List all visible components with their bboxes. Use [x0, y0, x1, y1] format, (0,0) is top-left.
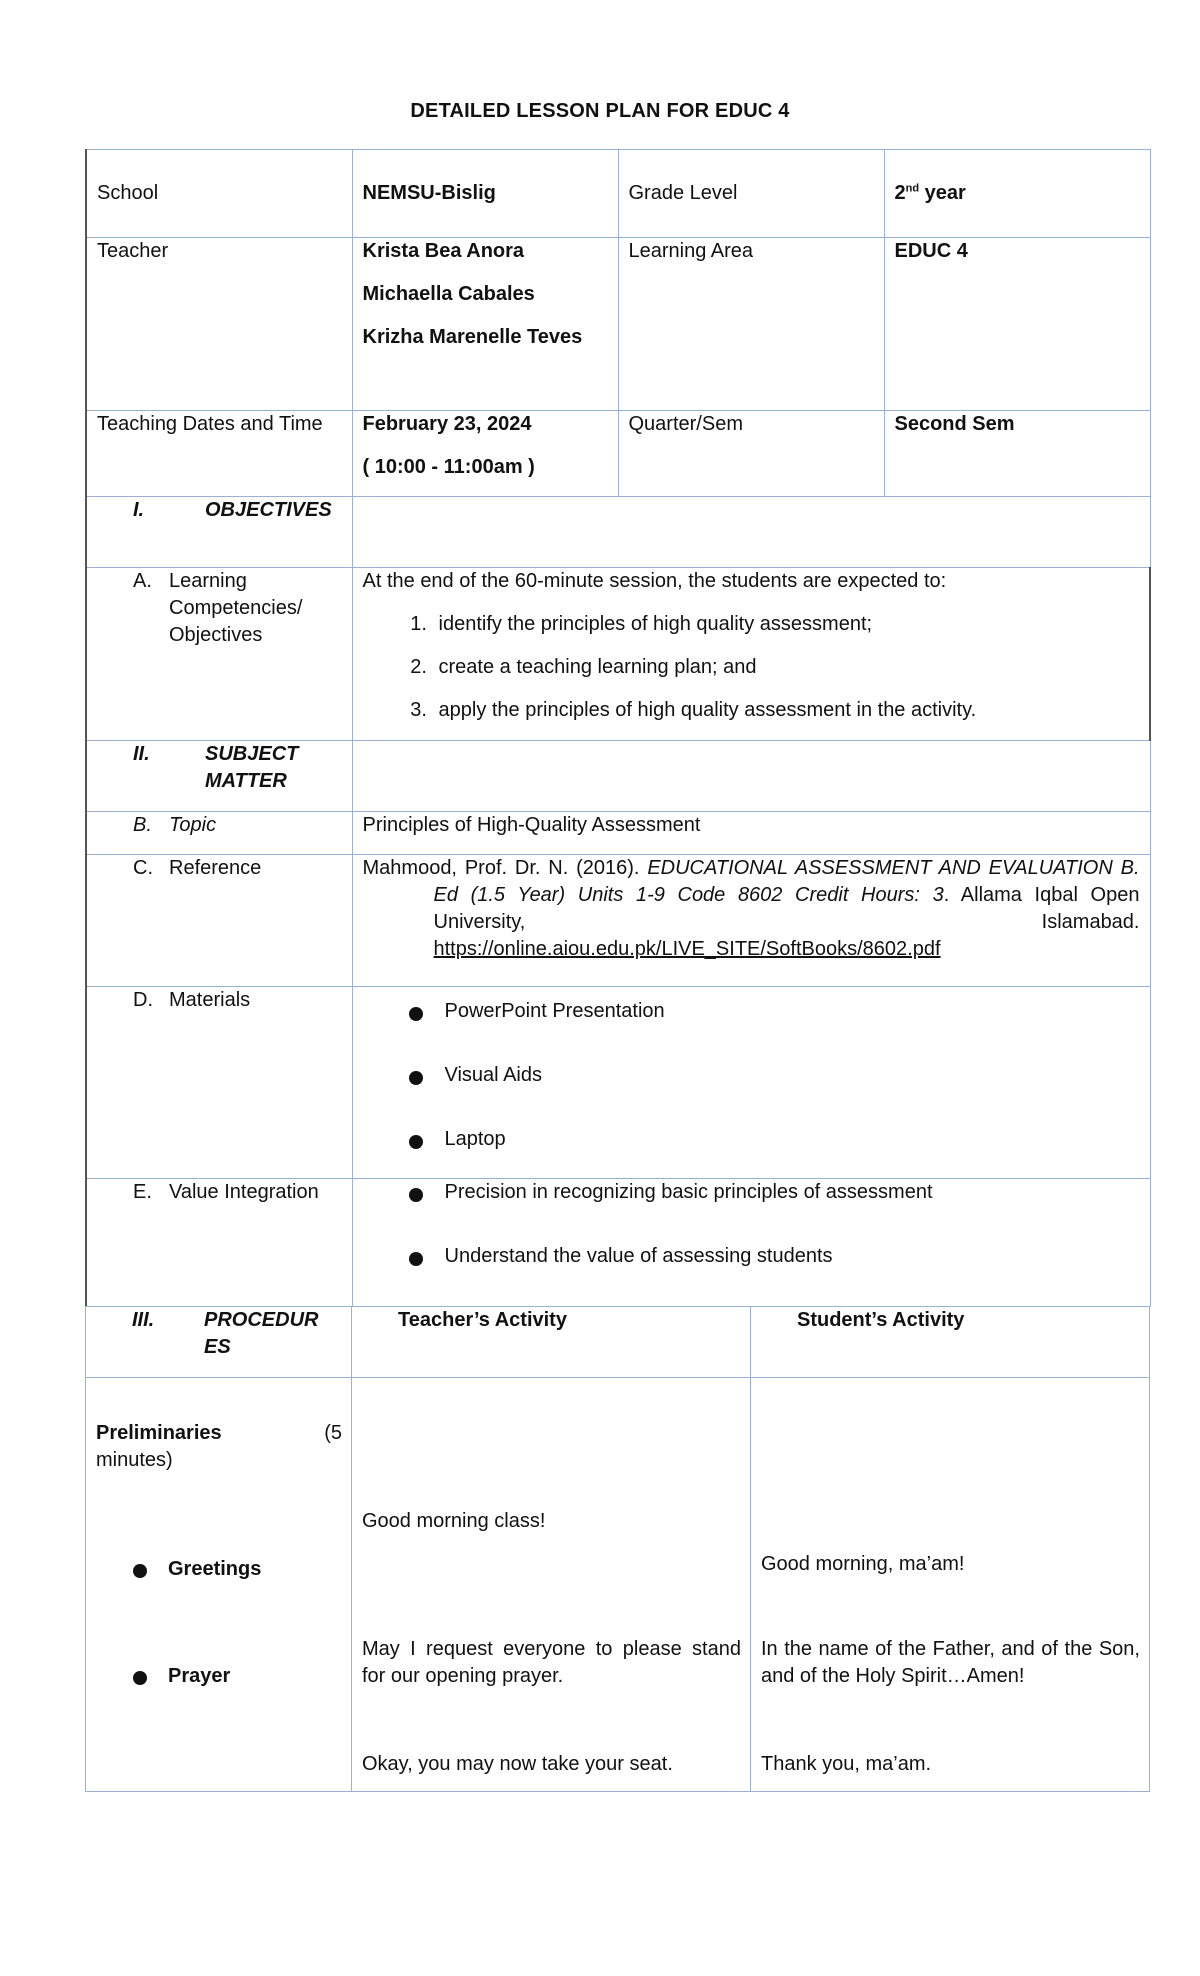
grade-level-value — [884, 150, 1150, 238]
objective-item-3: 3. apply the principles of high quality assessment in the activity. — [433, 697, 1140, 724]
school-value: NEMSU-Bislig — [352, 150, 618, 238]
teacher-names — [352, 238, 618, 411]
materials-row — [86, 987, 1150, 1179]
reference-content — [352, 855, 1150, 987]
dates-value — [352, 411, 618, 497]
values-label-cell — [86, 1179, 352, 1307]
material-item-1: PowerPoint Presentation — [363, 998, 1140, 1025]
competencies-row — [86, 568, 1150, 741]
quarter-label: Quarter/Sem — [618, 411, 884, 497]
teacher-activity-cell — [352, 1378, 751, 1792]
topic-value: Principles of High-Quality Assessment — [352, 812, 1150, 855]
topic-label-cell — [86, 812, 352, 855]
objective-item-2: 2. create a teaching learning plan; and — [433, 654, 1140, 681]
preliminaries-title — [96, 1420, 342, 1474]
preliminaries-cell — [86, 1378, 352, 1792]
quarter-value: Second Sem — [884, 411, 1150, 497]
teacher-greeting: Good morning class! — [362, 1510, 546, 1532]
procedures-heading-text: PROCEDURES — [204, 1309, 319, 1358]
teacher-name-2: Michaella Cabales — [362, 283, 535, 305]
procedures-table — [85, 1306, 1150, 1792]
teacher-row — [86, 238, 1150, 411]
materials-label-cell — [86, 987, 352, 1179]
grade-level-number: 2 — [894, 182, 906, 204]
reference-link[interactable]: https://online.aiou.edu.pk/LIVE_SITE/SoftBooks/8602.pdf — [433, 938, 941, 960]
date-value: February 23, 2024 — [362, 413, 532, 435]
grade-level-suffix: nd — [905, 182, 920, 195]
material-item-3: Laptop — [363, 1126, 1140, 1153]
grade-level-word: year — [919, 182, 966, 204]
reference-publisher: . Allama Iqbal Open University, Islamabad. — [433, 884, 1140, 933]
learning-area-label: Learning Area — [618, 238, 884, 411]
topic-letter: B. — [133, 814, 152, 836]
teacher-activity-heading: Teacher’s Activity — [352, 1307, 751, 1378]
subject-matter-numeral: II. — [133, 743, 150, 765]
values-row — [86, 1179, 1150, 1307]
materials-letter: D. — [133, 989, 153, 1011]
objectives-heading — [86, 497, 352, 568]
values-label: Value Integration — [169, 1181, 319, 1203]
reference-row — [86, 855, 1150, 987]
preliminaries-row — [86, 1378, 1150, 1792]
greetings-label: Greetings — [96, 1556, 261, 1583]
materials-list — [363, 998, 1140, 1153]
reference-author: Mahmood, Prof. Dr. N. (2016). — [362, 857, 648, 879]
duration-close: minutes) — [96, 1449, 173, 1471]
values-content — [352, 1179, 1150, 1307]
competencies-letter: A. — [133, 570, 152, 592]
prayer-label: Prayer — [96, 1663, 230, 1690]
value-item-1: Precision in recognizing basic principles of assessment — [363, 1179, 1140, 1206]
learning-area-value: EDUC 4 — [884, 238, 1150, 411]
material-item-2: Visual Aids — [363, 1062, 1140, 1089]
values-list — [363, 1179, 1140, 1270]
school-row — [86, 150, 1150, 238]
subject-matter-heading — [86, 741, 352, 812]
procedures-heading — [86, 1307, 352, 1378]
document-title: DETAILED LESSON PLAN FOR EDUC 4 — [410, 100, 790, 122]
subject-matter-heading-text: SUBJECT MATTER — [205, 743, 299, 792]
student-seat: Thank you, ma’am. — [761, 1753, 932, 1775]
materials-content — [352, 987, 1150, 1179]
reference-label-cell — [86, 855, 352, 987]
topic-row — [86, 812, 1150, 855]
objectives-numeral: I. — [133, 499, 145, 521]
duration-open: (5 — [324, 1422, 342, 1444]
values-letter: E. — [133, 1181, 152, 1203]
competencies-label: Learning Competencies/ Objectives — [169, 570, 303, 646]
objective-item-1: 1. identify the principles of high quality assessment; — [433, 611, 1140, 638]
teacher-prayer: May I request everyone to please stand for our opening prayer. — [362, 1638, 741, 1687]
reference-label: Reference — [169, 857, 262, 879]
teacher-label: Teacher — [86, 238, 352, 411]
student-prayer: In the name of the Father, and of the Son, and of the Holy Spirit…Amen! — [761, 1638, 1140, 1687]
teacher-name-3: Krizha Marenelle Teves — [362, 326, 583, 348]
reference-citation — [363, 855, 1140, 963]
teacher-seat: Okay, you may now take your seat. — [362, 1753, 673, 1775]
reference-title: EDUCATIONAL ASSESSMENT AND EVALUATION B. Ed (1.5 Year) Units 1-9 Code 8602 Credit Hours: 3 — [433, 857, 1140, 906]
time-value: ( 10:00 - 11:00am ) — [362, 456, 535, 478]
student-greeting: Good morning, ma’am! — [761, 1553, 965, 1575]
competencies-content — [352, 568, 1150, 741]
teacher-name-1: Krista Bea Anora — [362, 240, 525, 262]
subject-matter-heading-row — [86, 741, 1150, 812]
dates-label: Teaching Dates and Time — [86, 411, 352, 497]
student-activity-heading: Student’s Activity — [751, 1307, 1150, 1378]
objectives-intro: At the end of the 60-minute session, the students are expected to: — [362, 570, 947, 592]
dates-row — [86, 411, 1150, 497]
reference-letter: C. — [133, 857, 153, 879]
procedures-numeral: III. — [132, 1309, 155, 1331]
grade-level-label: Grade Level — [618, 150, 884, 238]
student-activity-cell — [751, 1378, 1150, 1792]
objectives-list — [363, 611, 1140, 724]
value-item-2: Understand the value of assessing students — [363, 1243, 1140, 1270]
school-label: School — [86, 150, 352, 238]
subject-matter-heading-blank — [352, 741, 1150, 812]
topic-label: Topic — [169, 814, 217, 836]
competencies-label-cell — [86, 568, 352, 741]
lesson-info-table — [85, 149, 1151, 1307]
materials-label: Materials — [169, 989, 251, 1011]
procedures-heading-row — [86, 1307, 1150, 1378]
preliminaries-label: Preliminaries — [96, 1422, 222, 1444]
objectives-heading-blank — [352, 497, 1150, 568]
objectives-heading-text: OBJECTIVES — [205, 499, 332, 521]
objectives-heading-row — [86, 497, 1150, 568]
